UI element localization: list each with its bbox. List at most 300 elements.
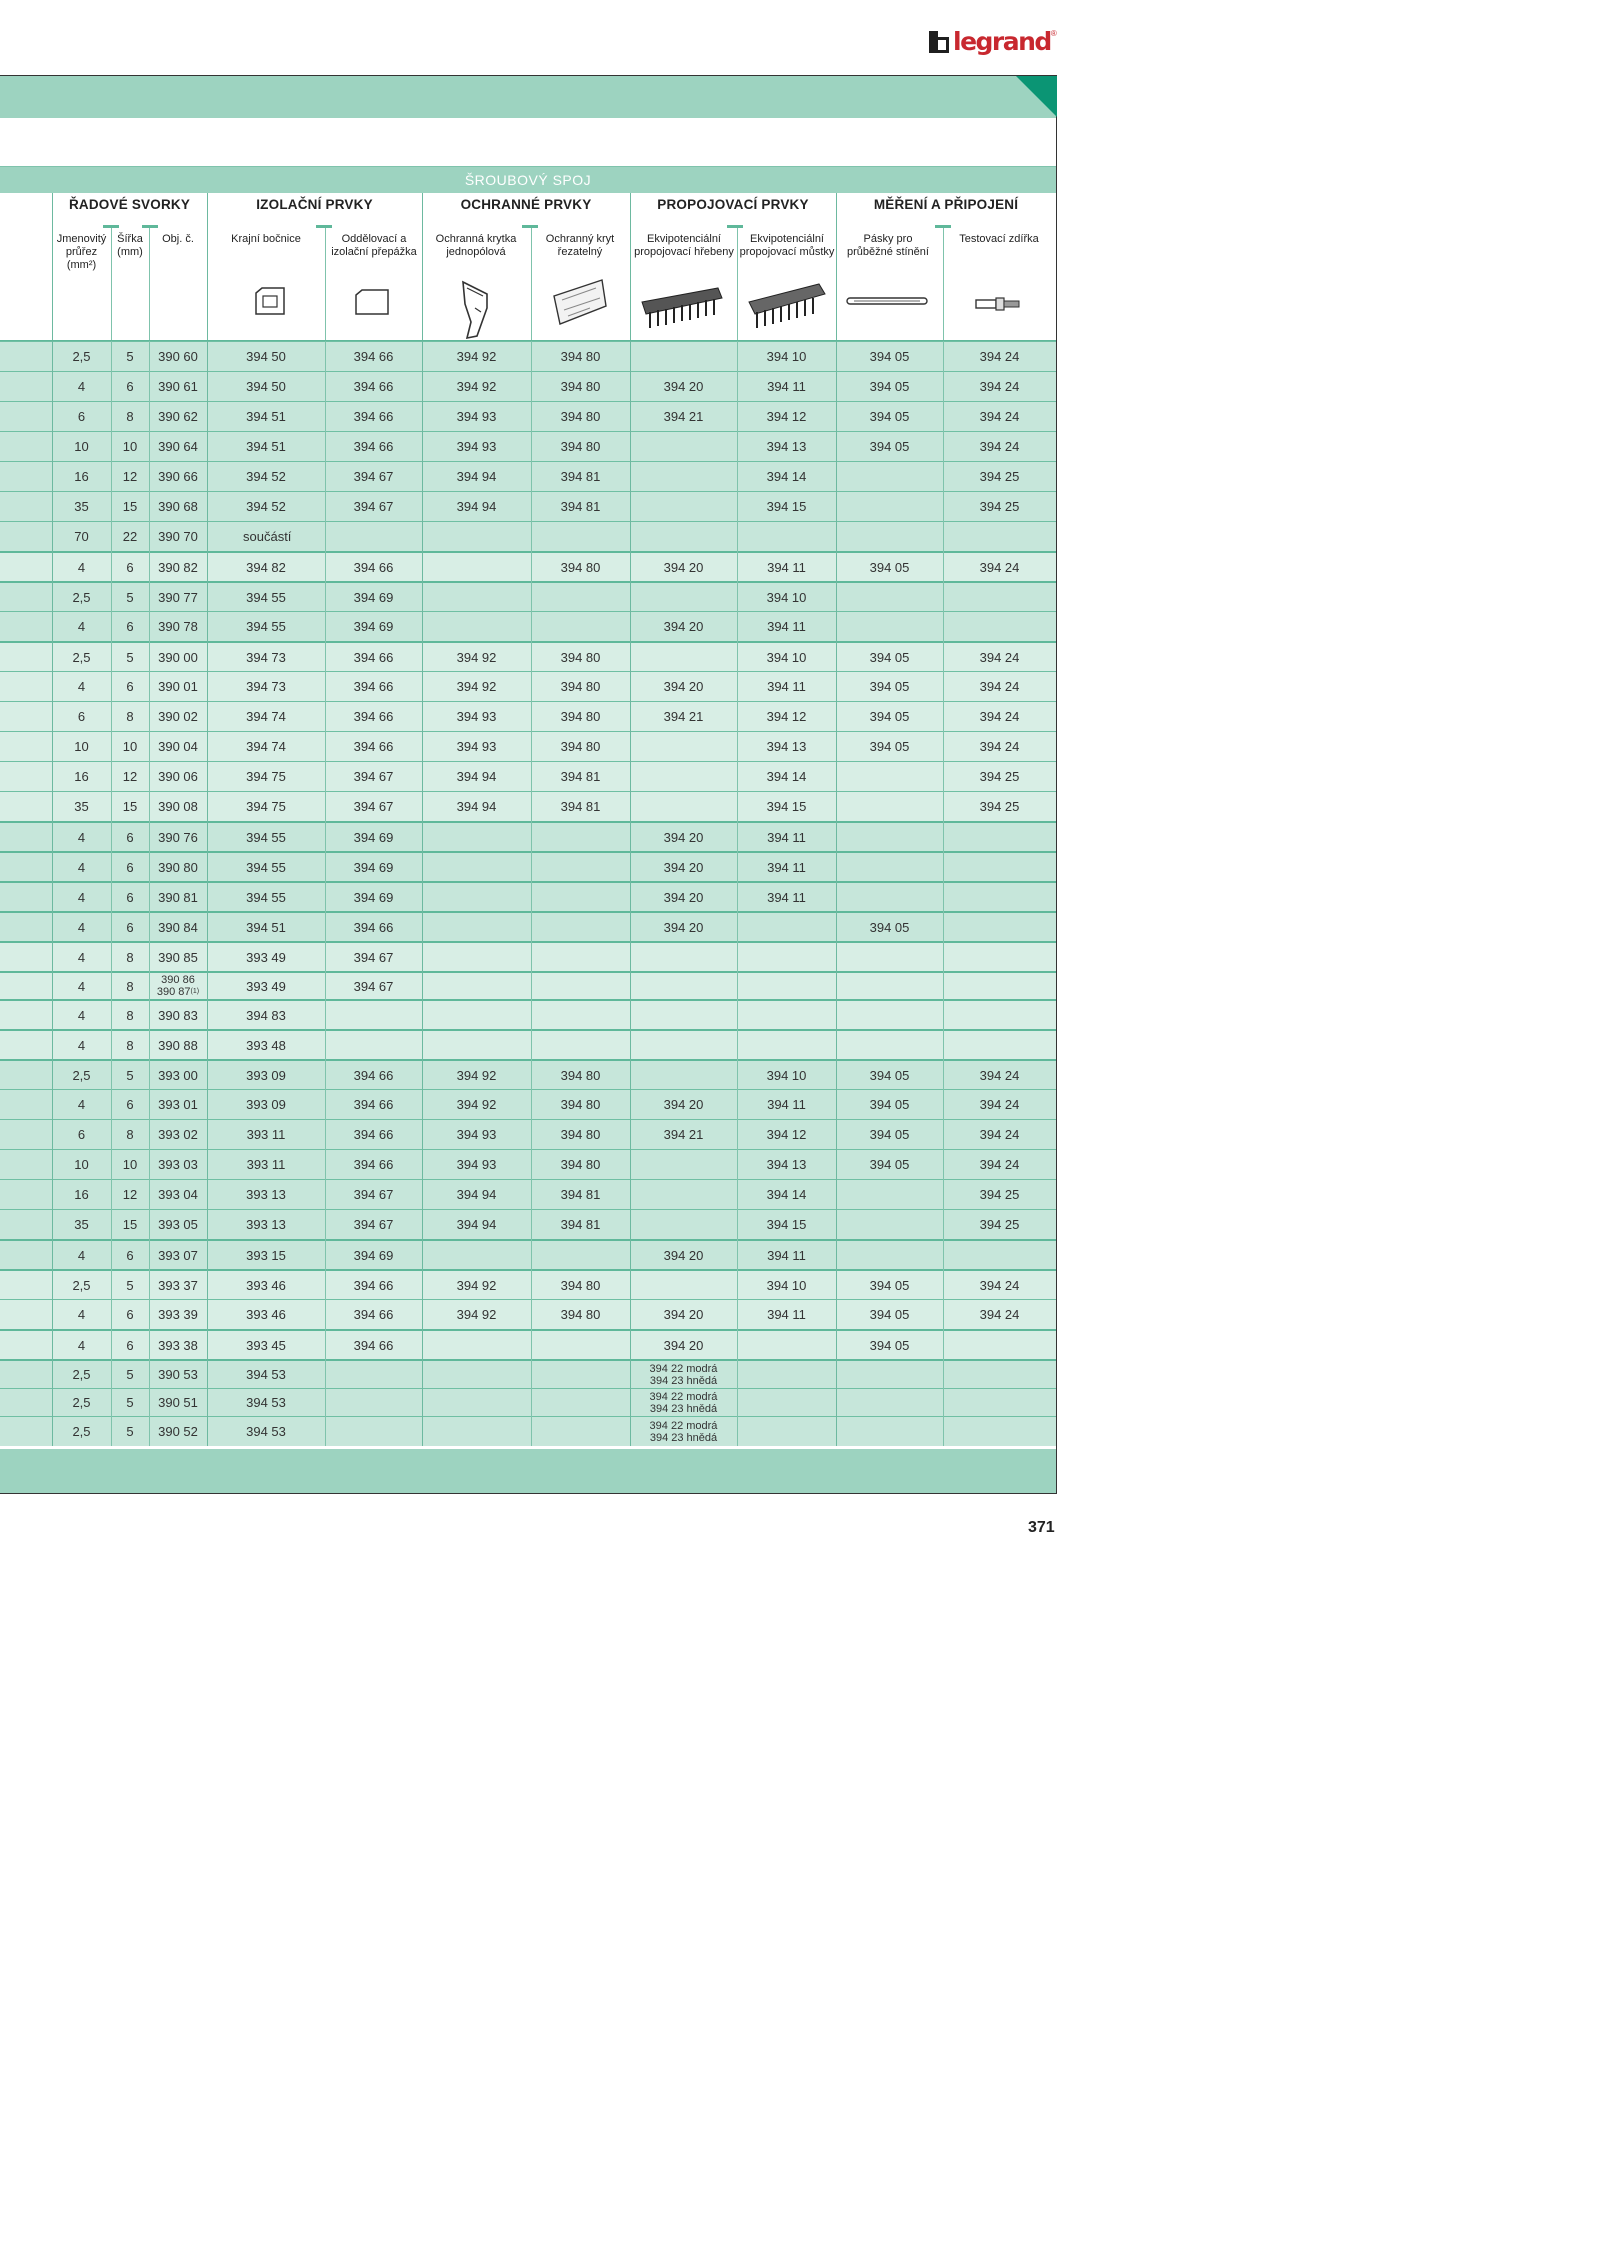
cell-sirka: 5 xyxy=(126,349,134,364)
cell-ochranny-kryt xyxy=(531,1031,630,1059)
section-title-text: ŠROUBOVÝ SPOJ xyxy=(464,172,592,188)
cell-oddelovaci: 394 69 xyxy=(353,829,394,845)
cell-krajni-bocnice: 393 48 xyxy=(246,1037,286,1053)
cell-pasky: 394 05 xyxy=(869,1277,910,1293)
cell-ochranna-krytka: 394 94 xyxy=(456,469,497,484)
cell-sirka: 8 xyxy=(126,709,134,724)
cell-ochranny-kryt xyxy=(531,522,630,551)
cell-prurez: 4 xyxy=(77,978,86,994)
cell-krajni-bocnice: 394 73 xyxy=(246,679,286,694)
column-divider xyxy=(325,228,326,1446)
cell-ekvi-hrebeny: 394 20 xyxy=(663,1337,704,1353)
cell-ekvi-mustky: 394 11 xyxy=(767,889,806,905)
cell-obj: 390 83 xyxy=(158,1007,198,1023)
cell-prurez: 4 xyxy=(77,1247,86,1263)
cell-ekvi-mustky: 394 11 xyxy=(767,619,806,634)
cell-ekvi-hrebeny xyxy=(630,973,737,999)
table-row xyxy=(0,1359,1056,1388)
cell-pasky xyxy=(836,612,943,641)
cell-testovaci-zdirka: 394 24 xyxy=(979,679,1020,694)
cell-sirka: 5 xyxy=(126,1424,134,1439)
cell-prurez: 10 xyxy=(74,739,89,754)
cell-ochranna-krytka: 394 94 xyxy=(456,1217,497,1232)
cell-oddelovaci: 394 67 xyxy=(353,499,394,514)
column-marker xyxy=(316,225,332,228)
cell-obj: 390 82 xyxy=(158,559,198,575)
cell-pasky: 394 05 xyxy=(869,1337,910,1353)
cell-krajni-bocnice: 394 83 xyxy=(246,1007,286,1023)
cell-pasky xyxy=(836,1031,943,1059)
column-divider xyxy=(149,228,150,1446)
cell-testovaci-zdirka xyxy=(943,583,1056,611)
table-row xyxy=(0,999,1056,1029)
cell-ochranny-kryt: 394 81 xyxy=(560,769,601,784)
cell-obj: 390 80 xyxy=(158,859,198,875)
col-head-ochranna-krytka: Ochranná krytka jednopólová xyxy=(435,233,517,258)
cell-oddelovaci xyxy=(325,1417,422,1446)
cell-ekvi-hrebeny xyxy=(630,583,737,611)
cell-prurez: 2,5 xyxy=(72,649,91,665)
cell-krajni-bocnice: 393 13 xyxy=(246,1217,286,1232)
cell-sirka: 6 xyxy=(126,1307,134,1322)
cell-oddelovaci: 394 67 xyxy=(353,1187,394,1202)
table-row xyxy=(0,1119,1056,1149)
cell-ekvi-mustky: 394 11 xyxy=(767,859,806,875)
cell-krajni-bocnice: 394 53 xyxy=(246,1424,286,1439)
cell-line: 390 87$^{(1)}$ xyxy=(156,986,200,998)
cell-testovaci-zdirka xyxy=(943,1331,1056,1359)
cell-sirka: 8 xyxy=(126,1007,134,1023)
cell-ochranny-kryt: 394 80 xyxy=(560,439,601,454)
group-heading-propojovaci-prvky: PROPOJOVACÍ PRVKY xyxy=(657,197,809,212)
top-band xyxy=(0,76,1056,118)
cell-krajni-bocnice: 393 09 xyxy=(246,1067,286,1083)
cell-ekvi-hrebeny xyxy=(630,342,737,371)
table-row xyxy=(0,971,1056,999)
cell-oddelovaci: 394 66 xyxy=(353,1097,394,1112)
cell-krajni-bocnice: 393 13 xyxy=(246,1187,286,1202)
cell-ochranny-kryt xyxy=(531,913,630,941)
cell-ochranna-krytka: 394 92 xyxy=(456,679,497,694)
col-head-obj: Obj. č. xyxy=(162,233,194,245)
cell-obj: 393 05 xyxy=(158,1217,198,1232)
cell-obj: 390 70 xyxy=(158,529,198,544)
cell-prurez: 4 xyxy=(77,829,86,845)
cell-ekvi-mustky: 394 13 xyxy=(766,1157,807,1172)
cell-testovaci-zdirka: 394 24 xyxy=(979,709,1020,724)
cell-line: 394 22 modrá xyxy=(649,1362,718,1375)
cell-ekvi-hrebeny xyxy=(630,762,737,791)
cell-ochranny-kryt: 394 80 xyxy=(560,1097,601,1112)
cell-line: 394 22 modrá xyxy=(649,1390,718,1403)
cell-prurez: 6 xyxy=(77,409,86,424)
cell-obj: 390 62 xyxy=(158,409,198,424)
cell-prurez: 4 xyxy=(77,889,86,905)
cell-obj: 393 01 xyxy=(158,1097,198,1112)
cell-ochranna-krytka xyxy=(422,1241,531,1269)
cell-obj: 390 77 xyxy=(158,589,198,605)
table-row xyxy=(0,911,1056,941)
cell-oddelovaci: 394 69 xyxy=(353,859,394,875)
cell-ochranny-kryt xyxy=(531,973,630,999)
cell-krajni-bocnice: 394 53 xyxy=(246,1395,286,1410)
cell-oddelovaci: 394 67 xyxy=(353,949,394,965)
col-head-oddelovaci: Oddělovací a izolační přepážka xyxy=(331,233,417,258)
cell-krajni-bocnice: 394 74 xyxy=(246,709,286,724)
cell-krajni-bocnice: 393 46 xyxy=(246,1277,286,1293)
cell-ekvi-mustky: 394 13 xyxy=(766,439,807,454)
cell-oddelovaci: 394 67 xyxy=(353,769,394,784)
cell-sirka: 5 xyxy=(126,1277,134,1293)
column-divider xyxy=(943,228,944,1446)
cell-line: 394 22 modrá xyxy=(649,1419,718,1432)
cell-pasky: 394 05 xyxy=(869,559,910,575)
cell-sirka: 6 xyxy=(126,619,134,634)
cell-pasky xyxy=(836,823,943,851)
cell-prurez: 4 xyxy=(77,379,86,394)
cell-krajni-bocnice: 393 49 xyxy=(246,949,286,965)
cell-ochranny-kryt: 394 80 xyxy=(560,409,601,424)
cell-sirka: 12 xyxy=(122,1187,138,1202)
cell-ekvi-mustky: 394 11 xyxy=(767,679,806,694)
cell-ekvi-mustky: 394 14 xyxy=(766,469,807,484)
cell-ochranny-kryt: 394 80 xyxy=(560,379,601,394)
column-divider xyxy=(111,228,112,1446)
cell-sirka: 5 xyxy=(126,649,134,665)
cell-pasky: 394 05 xyxy=(869,379,910,394)
cell-obj: 390 64 xyxy=(158,439,198,454)
cell-krajni-bocnice: 394 55 xyxy=(246,619,286,634)
cell-ochranna-krytka: 394 93 xyxy=(456,409,497,424)
cell-obj: 390 51 xyxy=(158,1395,198,1410)
cell-krajni-bocnice: součástí xyxy=(243,529,292,544)
cell-testovaci-zdirka xyxy=(943,853,1056,881)
cell-testovaci-zdirka xyxy=(943,823,1056,851)
cell-ochranny-kryt: 394 80 xyxy=(560,1307,601,1322)
cell-krajni-bocnice: 394 50 xyxy=(246,379,286,394)
cell-testovaci-zdirka xyxy=(943,1361,1056,1388)
cell-testovaci-zdirka: 394 24 xyxy=(979,379,1020,394)
cell-oddelovaci: 394 69 xyxy=(353,1247,394,1263)
cell-testovaci-zdirka: 394 24 xyxy=(979,1277,1020,1293)
cell-prurez: 16 xyxy=(74,769,89,784)
cell-testovaci-zdirka: 394 24 xyxy=(979,1157,1020,1172)
cell-obj: 390 81 xyxy=(158,889,198,905)
cell-ekvi-mustky: 394 11 xyxy=(767,829,806,845)
cell-ochranna-krytka xyxy=(422,583,531,611)
cell-testovaci-zdirka xyxy=(943,1031,1056,1059)
test-socket-icon xyxy=(975,296,1021,312)
cell-prurez: 2,5 xyxy=(72,349,91,364)
column-marker xyxy=(727,225,743,228)
cell-ochranny-kryt xyxy=(531,1001,630,1029)
table-row xyxy=(0,761,1056,791)
cell-ochranna-krytka: 394 92 xyxy=(456,1097,497,1112)
cell-prurez: 2,5 xyxy=(72,1424,91,1439)
cell-sirka: 8 xyxy=(126,409,134,424)
cell-testovaci-zdirka xyxy=(943,913,1056,941)
cell-ochranny-kryt: 394 80 xyxy=(560,679,601,694)
cell-krajni-bocnice: 394 53 xyxy=(246,1367,286,1382)
cell-ekvi-hrebeny xyxy=(630,732,737,761)
cell-ochranny-kryt xyxy=(531,583,630,611)
cell-testovaci-zdirka xyxy=(943,1417,1056,1446)
cell-ochranna-krytka: 394 92 xyxy=(456,649,497,665)
cell-testovaci-zdirka: 394 24 xyxy=(979,1127,1020,1142)
cell-sirka: 6 xyxy=(126,859,134,875)
cell-prurez: 4 xyxy=(77,1037,86,1053)
cell-prurez: 6 xyxy=(77,709,86,724)
cell-oddelovaci xyxy=(325,1031,422,1059)
cell-ekvi-mustky: 394 12 xyxy=(766,409,807,424)
cell-prurez: 4 xyxy=(77,1007,86,1023)
cell-obj: 393 02 xyxy=(158,1127,198,1142)
col-head-krajni-bocnice: Krajní bočnice xyxy=(231,233,301,245)
cell-oddelovaci: 394 66 xyxy=(353,1067,394,1083)
cell-ekvi-hrebeny xyxy=(630,522,737,551)
cell-ochranny-kryt: 394 80 xyxy=(560,1127,601,1142)
cell-ochranny-kryt xyxy=(531,883,630,911)
cell-krajni-bocnice: 393 11 xyxy=(246,1157,286,1172)
cell-pasky: 394 05 xyxy=(869,1127,910,1142)
cell-ochranna-krytka: 394 94 xyxy=(456,1187,497,1202)
cell-testovaci-zdirka xyxy=(943,1241,1056,1269)
cell-ochranna-krytka xyxy=(422,1331,531,1359)
cell-sirka: 6 xyxy=(126,379,134,394)
cell-pasky: 394 05 xyxy=(869,409,910,424)
cell-ochranna-krytka xyxy=(422,853,531,881)
table-row xyxy=(0,1388,1056,1416)
col-head-testovaci-zdirka: Testovací zdířka xyxy=(959,233,1039,245)
cell-sirka: 15 xyxy=(122,799,138,814)
cell-oddelovaci xyxy=(325,1361,422,1388)
cell-ekvi-hrebeny: 394 20 xyxy=(663,1097,704,1112)
cell-oddelovaci: 394 66 xyxy=(353,679,394,694)
cell-prurez: 16 xyxy=(74,1187,89,1202)
cell-testovaci-zdirka: 394 25 xyxy=(979,799,1020,814)
cell-oddelovaci: 394 69 xyxy=(353,889,394,905)
footnote-marker: (1) xyxy=(190,988,200,995)
table-row xyxy=(0,1059,1056,1089)
cell-obj: 390 01 xyxy=(158,679,198,694)
cell-testovaci-zdirka xyxy=(943,1389,1056,1416)
cell-oddelovaci: 394 66 xyxy=(353,1127,394,1142)
cell-obj: 390 76 xyxy=(158,829,198,845)
cell-ochranny-kryt: 394 81 xyxy=(560,469,601,484)
comb-busbar-icon xyxy=(636,284,728,334)
cell-ochranna-krytka: 394 93 xyxy=(456,709,497,724)
cell-ochranna-krytka xyxy=(422,1031,531,1059)
cell-prurez: 35 xyxy=(74,1217,89,1232)
cell-prurez: 2,5 xyxy=(72,1367,91,1382)
cell-ochranna-krytka: 394 93 xyxy=(456,1127,497,1142)
cell-krajni-bocnice: 393 15 xyxy=(246,1247,286,1263)
cell-testovaci-zdirka: 394 24 xyxy=(979,649,1020,665)
cell-oddelovaci: 394 66 xyxy=(353,559,394,575)
cell-oddelovaci xyxy=(325,1001,422,1029)
cell-prurez: 4 xyxy=(77,919,86,935)
cell-ochranny-kryt xyxy=(531,1389,630,1416)
cell-pasky: 394 05 xyxy=(869,349,910,364)
bottom-band xyxy=(0,1449,1056,1493)
cell-ekvi-hrebeny: 394 20 xyxy=(663,829,704,845)
cell-ekvi-mustky xyxy=(737,1331,836,1359)
cell-ekvi-hrebeny: 394 20 xyxy=(663,889,704,905)
cell-ekvi-mustky: 394 11 xyxy=(767,379,806,394)
cell-obj: 393 38 xyxy=(158,1337,198,1353)
shield-strip-icon xyxy=(846,294,928,308)
cell-prurez: 16 xyxy=(74,469,89,484)
cell-prurez: 4 xyxy=(77,1337,86,1353)
cell-testovaci-zdirka xyxy=(943,943,1056,971)
cell-obj: 390 52 xyxy=(158,1424,198,1439)
cell-sirka: 6 xyxy=(126,919,134,935)
cell-obj: 393 03 xyxy=(158,1157,198,1172)
table-row xyxy=(0,1029,1056,1059)
cell-sirka: 6 xyxy=(126,679,134,694)
cell-oddelovaci: 394 69 xyxy=(353,619,394,634)
cell-obj: 393 00 xyxy=(158,1067,198,1083)
cell-ochranna-krytka: 394 93 xyxy=(456,1157,497,1172)
table-row xyxy=(0,1209,1056,1239)
cell-pasky: 394 05 xyxy=(869,679,910,694)
end-plate-icon xyxy=(254,287,286,315)
cell-pasky: 394 05 xyxy=(869,1157,910,1172)
cell-ochranny-kryt: 394 80 xyxy=(560,739,601,754)
section-title xyxy=(0,167,1056,193)
cell-testovaci-zdirka: 394 24 xyxy=(979,1067,1020,1083)
cell-ekvi-hrebeny: 394 20 xyxy=(663,379,704,394)
cell-ochranny-kryt: 394 80 xyxy=(560,1067,601,1083)
cell-oddelovaci: 394 66 xyxy=(353,1307,394,1322)
cell-pasky xyxy=(836,1001,943,1029)
cell-prurez: 4 xyxy=(77,679,86,694)
cell-ekvi-mustky: 394 11 xyxy=(767,559,806,575)
cell-obj: 390 84 xyxy=(158,919,198,935)
cell-ochranna-krytka xyxy=(422,1389,531,1416)
table-row xyxy=(0,881,1056,911)
cell-pasky xyxy=(836,883,943,911)
cell-testovaci-zdirka: 394 25 xyxy=(979,1187,1020,1202)
cell-ekvi-mustky: 394 15 xyxy=(766,1217,807,1232)
cell-ekvi-hrebeny: 394 21 xyxy=(663,709,704,724)
cell-ekvi-mustky xyxy=(737,1361,836,1388)
cell-sirka: 10 xyxy=(122,739,138,754)
column-divider xyxy=(836,193,837,1446)
cell-obj: 390 00 xyxy=(158,649,198,665)
col-head-sirka: Šířka (mm) xyxy=(117,233,143,258)
cell-ekvi-hrebeny: 394 20 xyxy=(663,919,704,935)
cell-pasky xyxy=(836,973,943,999)
cell-ekvi-hrebeny: 394 21 xyxy=(663,1127,704,1142)
cell-line: 390 86 xyxy=(161,974,195,986)
cell-pasky xyxy=(836,1210,943,1239)
cell-ekvi-mustky: 394 11 xyxy=(767,1097,806,1112)
cell-oddelovaci: 394 66 xyxy=(353,1157,394,1172)
cell-pasky xyxy=(836,1241,943,1269)
cell-ekvi-hrebeny xyxy=(630,492,737,521)
cell-ekvi-hrebeny xyxy=(630,1150,737,1179)
legrand-logo xyxy=(929,27,1057,57)
cell-ekvi-mustky: 394 12 xyxy=(766,1127,807,1142)
table-row xyxy=(0,1329,1056,1359)
cell-ekvi-hrebeny xyxy=(630,1361,737,1388)
cell-ochranny-kryt xyxy=(531,1417,630,1446)
cell-ochranna-krytka xyxy=(422,823,531,851)
brand-registered: ® xyxy=(1050,29,1057,38)
cell-ekvi-hrebeny xyxy=(630,1417,737,1446)
cell-ochranna-krytka: 394 92 xyxy=(456,1307,497,1322)
cell-testovaci-zdirka xyxy=(943,973,1056,999)
cell-testovaci-zdirka: 394 24 xyxy=(979,1307,1020,1322)
cell-krajni-bocnice: 394 82 xyxy=(246,559,286,575)
table-row xyxy=(0,671,1056,701)
cell-sirka: 8 xyxy=(126,1127,134,1142)
cell-oddelovaci: 394 67 xyxy=(353,1217,394,1232)
table-row xyxy=(0,341,1056,371)
cell-krajni-bocnice: 394 52 xyxy=(246,499,286,514)
cell-ochranny-kryt: 394 80 xyxy=(560,649,601,665)
cell-krajni-bocnice: 393 49 xyxy=(246,978,286,994)
cell-krajni-bocnice: 394 73 xyxy=(246,649,286,665)
cell-krajni-bocnice: 393 45 xyxy=(246,1337,286,1353)
cell-prurez: 10 xyxy=(74,439,89,454)
cell-ochranny-kryt xyxy=(531,1331,630,1359)
cell-ekvi-hrebeny xyxy=(630,1389,737,1416)
cell-testovaci-zdirka: 394 24 xyxy=(979,349,1020,364)
cell-ochranna-krytka: 394 92 xyxy=(456,349,497,364)
cell-line: 394 23 hnědá xyxy=(649,1402,718,1415)
cell-ekvi-mustky xyxy=(737,1417,836,1446)
cell-krajni-bocnice: 394 51 xyxy=(246,919,286,935)
cell-sirka: 6 xyxy=(126,1097,134,1112)
cell-testovaci-zdirka: 394 25 xyxy=(979,1217,1020,1232)
cell-ochranny-kryt xyxy=(531,823,630,851)
column-divider xyxy=(737,228,738,1446)
cell-ochranny-kryt: 394 81 xyxy=(560,1217,601,1232)
table-row xyxy=(0,791,1056,821)
cell-oddelovaci: 394 69 xyxy=(353,589,394,605)
table-row xyxy=(0,551,1056,581)
cell-ekvi-mustky: 394 11 xyxy=(767,1307,806,1322)
cell-ekvi-mustky: 394 14 xyxy=(766,1187,807,1202)
cell-ochranna-krytka xyxy=(422,943,531,971)
cell-ekvi-mustky: 394 14 xyxy=(766,769,807,784)
cell-krajni-bocnice: 394 55 xyxy=(246,859,286,875)
cell-ekvi-hrebeny xyxy=(630,1001,737,1029)
cell-sirka: 8 xyxy=(126,1037,134,1053)
cell-pasky xyxy=(836,943,943,971)
cell-ochranna-krytka: 394 94 xyxy=(456,799,497,814)
cell-ekvi-mustky: 394 15 xyxy=(766,799,807,814)
cell-ekvi-mustky: 394 12 xyxy=(766,709,807,724)
table-row xyxy=(0,731,1056,761)
cell-testovaci-zdirka: 394 24 xyxy=(979,739,1020,754)
cell-sirka: 8 xyxy=(126,949,134,965)
cell-ekvi-mustky xyxy=(737,522,836,551)
cell-ekvi-hrebeny xyxy=(630,943,737,971)
cell-sirka: 5 xyxy=(126,1067,134,1083)
cell-obj: 393 07 xyxy=(158,1247,198,1263)
cell-oddelovaci: 394 66 xyxy=(353,649,394,665)
cell-prurez: 2,5 xyxy=(72,1277,91,1293)
cell-obj: 393 39 xyxy=(158,1307,198,1322)
cell-pasky xyxy=(836,522,943,551)
cell-pasky xyxy=(836,792,943,821)
cell-prurez: 2,5 xyxy=(72,1395,91,1410)
table-row xyxy=(0,821,1056,851)
cell-ekvi-mustky: 394 10 xyxy=(766,1277,807,1293)
